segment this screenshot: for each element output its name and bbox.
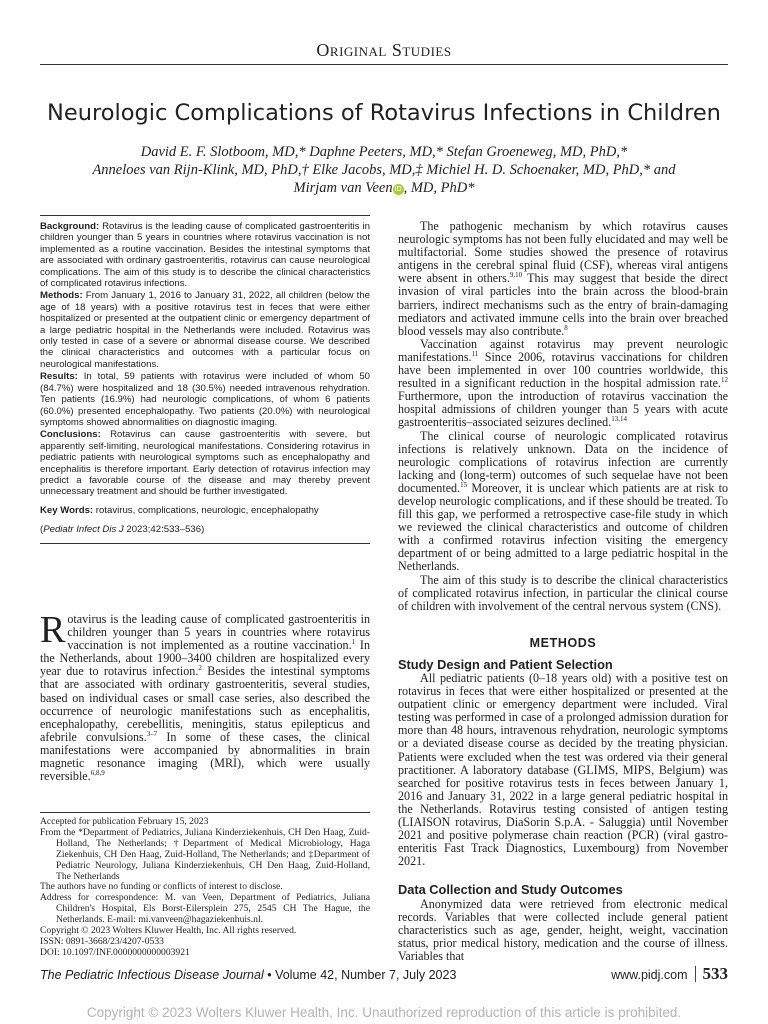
keywords-label: Key Words: xyxy=(40,504,94,516)
abstract-methods xyxy=(40,290,370,370)
citation-ref[interactable]: 3–7 xyxy=(146,729,158,738)
citation-journal: Pediatr Infect Dis J xyxy=(43,524,124,536)
footer-journal-info xyxy=(40,968,456,982)
citation-details: 2023;42:533–536) xyxy=(123,524,205,536)
citation-ref[interactable]: 6,8,9 xyxy=(90,769,105,778)
methods-heading: METHODS xyxy=(529,636,597,650)
right-column xyxy=(398,220,728,613)
citation-ref[interactable]: 13,14 xyxy=(611,415,627,424)
citation-ref[interactable]: 9,10 xyxy=(509,271,523,280)
author-line-2: Anneloes van Rijn-Klink, MD, PhD,† Elke Jacobs, MD,‡ Michiel H. D. Schoenaker, MD, PhD,* and xyxy=(92,162,676,178)
affiliations: From the *Department of Pediatrics, Juliana Kinderziekenhuis, CH Den Haag, Zuid-Holland, The Netherlands; †Department of Medical Microbiology, Haga Ziekenhuis, CH Den Haag, Zuid-Holland, The Netherlands; and ‡Department of Pediatric Neurology, Juliana Kinderziekenhuis, CH Den Haag, Zuid-Holland, The Netherlands xyxy=(40,826,370,882)
body-text: otavirus is the leading cause of complicated gastroenteritis in children younger than 5 years in countries where rotavirus vaccination is not implemented as a routine vaccination. xyxy=(67,612,370,653)
author-degrees: , MD, PhD* xyxy=(403,180,475,196)
author-name: Mirjam van Veen xyxy=(293,180,393,196)
abstract-background xyxy=(40,221,370,289)
body-text: The pathogenic mechanism by which rotavirus causes neurologic symptoms has not been fully elucidated and may well be multifactorial. Some studies showed the presence of rotavirus antigens in the cerebral spinal fluid (CSF), whereas viral antigens were absent in others. xyxy=(398,219,728,286)
abstract xyxy=(40,215,370,544)
keywords-text: rotavirus, complications, neurologic, encephalopathy xyxy=(93,504,319,516)
paragraph-clinical-course xyxy=(398,430,728,574)
author-list xyxy=(40,143,728,197)
doi[interactable]: DOI: 10.1097/INF.0000000000003921 xyxy=(40,946,190,958)
abstract-label: Conclusions: xyxy=(40,429,101,441)
accepted-date: Accepted for publication February 15, 2023 xyxy=(40,816,209,827)
paragraph-pathogenesis xyxy=(398,220,728,338)
abstract-label: Methods: xyxy=(40,290,83,302)
footnotes xyxy=(40,812,370,959)
funding-statement: The authors have no funding or conflicts of interest to disclose. xyxy=(40,881,283,893)
body-text: Vaccination against rotavirus may prevent neurologic manifestations. xyxy=(398,336,728,364)
subheading-study-design: Study Design and Patient Selection xyxy=(398,657,613,672)
body-text: Moreover, it is unclear which patients are at risk to develop neurologic complications, and if these should be treated. To fill this gap, we performed a retrospective case-file study in which we reviewed the clinical characteristics and outcome of children with a confirmed rotavirus infection visiting the emergency department of or being admitted to a large pediatric hospital in the Netherlands. xyxy=(398,480,728,574)
body-text: This may suggest that beside the direct invasion of viral particles into the brain across the blood-brain barriers, indirect mechanisms such as the entry of brain-damaging mediators and activated immune cells into the brain over breached blood vessels may also contribute. xyxy=(398,271,728,338)
paragraph-vaccination xyxy=(398,338,728,430)
issue-info: Volume 42, Number 7, July 2023 xyxy=(275,968,457,982)
section-label: Original Studies xyxy=(316,40,452,60)
separator-bullet: • xyxy=(263,968,276,982)
author-line-3 xyxy=(40,179,728,197)
drop-cap: R xyxy=(40,609,66,651)
correspondence-address: Address for correspondence: M. van Veen, Department of Pediatrics, Juliana Children's Hospital, Els Borst-Eilersplein 275, 2545 CH The Hague, the Netherlands. E-mail: mi.vanveen@hagaziekenhuis.nl. xyxy=(40,892,370,926)
citation-ref[interactable]: 12 xyxy=(721,376,728,385)
copyright-banner: Copyright © 2023 Wolters Kluwer Health, Inc. Unauthorized reproduction of this article is prohibited. xyxy=(86,1005,682,1020)
body-text: In some of these cases, the clinical manifestations were accompanied by abnormalities in brain magnetic resonance imaging (MRI), which were usually reversible. xyxy=(40,729,370,784)
paragraph-study-design: All pediatric patients (0–18 years old) with a positive test on rotavirus in feces that were either hospitalized or presented at the outpatient clinic or emergency department were included. Viral testing was performed in case of a prolonged admission duration for more than 48 hours, intravenous rehydration, neurologic symptoms or a deviated disease course as decided by the treating physician. Patients were excluded when the test was ordered via their general practitioner. A laboratory database (GLIMS, MIPS, Belgium) was searched for positive rotavirus tests in feces between January 1, 2016 and January 31, 2022 in a large general pediatric hospital in the Netherlands. Rotavirus testing consisted of antigen testing (LIAISON rotavirus, DiaSorin S.p.A. - Saluggia) until November 2021 and positive polymerase chain reaction (PCR) (viral gastro-enteritis Fast Track Diagnostics, Luxembourg) from November 2021. xyxy=(398,671,728,869)
orcid-icon[interactable]: iD xyxy=(394,185,402,193)
page-number: 533 xyxy=(702,964,728,983)
body-text: In the Netherlands, about 1900–3400 children are hospitalized every year due to rotavirus infection. xyxy=(40,638,370,679)
citation-ref[interactable]: 15 xyxy=(460,480,468,489)
body-text: The clinical course of neurologic complicated rotavirus infections is relatively unknown. Data on the incidence of neurologic complications of rotavirus infection are currently lacking and (long-term) outcomes of such sequelae have not been documented. xyxy=(398,428,728,495)
copyright-note: Copyright © 2023 Wolters Kluwer Health, Inc. All rights reserved. xyxy=(40,925,297,937)
section-divider xyxy=(40,64,728,65)
citation-ref[interactable]: 1 xyxy=(351,638,356,647)
citation-ref[interactable]: 2 xyxy=(198,664,202,673)
footer-divider xyxy=(695,966,696,982)
footer-right xyxy=(611,964,728,984)
body-text: Furthermore, upon the introduction of rotavirus vaccination the hospital admissions of children younger than 5 years with acute gastroenteritis–associated seizures declined. xyxy=(398,389,728,430)
citation: (Pediatr Infect Dis J 2023;42:533–536) xyxy=(40,524,205,536)
abstract-text: Rotavirus can cause gastroenteritis with severe, but apparently self-limiting, neurological manifestations. Considering rotavirus in pediatric patients with neurological symptoms such as encephalopathy and encephalitis is therefore important. Early detection of rotavirus infection may predict a favorable course of the disease and may thereby prevent unnecessary treatment and should be further investigated. xyxy=(40,429,370,498)
journal-website-link[interactable]: www.pidj.com xyxy=(611,968,688,982)
abstract-text: From January 1, 2016 to January 31, 2022, all children (below the age of 18 years) with a positive rotavirus test in feces that were either hospitalized or presented at the outpatient clinic or emergency department of a large pediatric hospital in the Netherlands were included. Rotavirus was only tested in case of a severe or abnormal disease course. We described the clinical characteristics and outcomes with a particular focus on neurological manifestations. xyxy=(40,290,370,370)
citation-ref[interactable]: 11 xyxy=(471,349,479,358)
abstract-text: In total, 59 patients with rotavirus were included of whom 50 (84.7%) were hospitalized and 18 (30.5%) needed intravenous rehydration. Ten patients (16.9%) had neurologic complications, of whom 6 patients (60.0%) presented encephalopathy. Two patients (20.0%) with neurological symptoms showed abnormalities on diagnostic imaging. xyxy=(40,371,370,428)
introduction-paragraph xyxy=(40,609,370,784)
paragraph-data-collection: Anonymized data were retrieved from electronic medical records. Variables that were collected include general patient characteristics such as age, gender, height, weight, vaccination status, prior medical history, medication and the course of illness. Variables that xyxy=(398,897,728,964)
subheading-data-collection: Data Collection and Study Outcomes xyxy=(398,882,623,897)
abstract-results xyxy=(40,371,370,428)
issn: ISSN: 0891-3668/23/4207-0533 xyxy=(40,935,164,947)
keywords xyxy=(40,505,370,516)
body-text: Since 2006, rotavirus vaccinations for children have been implemented in over 100 countries worldwide, this resulted in a significant reduction in the hospital admission rate. xyxy=(398,349,728,391)
author-line-1: David E. F. Slotboom, MD,* Daphne Peeters, MD,* Stefan Groeneweg, MD, PhD,* xyxy=(140,144,628,160)
citation-ref[interactable]: 8 xyxy=(564,323,568,332)
journal-name: The Pediatric Infectious Disease Journal xyxy=(40,968,264,982)
abstract-conclusions xyxy=(40,429,370,497)
article-title: Neurologic Complications of Rotavirus Infections in Children xyxy=(47,100,721,126)
abstract-text: Rotavirus is the leading cause of complicated gastroenteritis in children younger than 5 years in countries where rotavirus vaccination is not implemented as a routine vaccination. Besides the intestinal symptoms that are associated with ordinary gastroenteritis, rotavirus can cause neurological complications. The aim of this study is to describe the clinical characteristics of complicated rotavirus infections. xyxy=(40,221,370,290)
abstract-label: Results: xyxy=(40,371,78,383)
paragraph-aim: The aim of this study is to describe the clinical characteristics of complicated rotavirus infection, in particular the clinical course of children with involvement of the central nervous system (CNS). xyxy=(398,572,728,613)
abstract-label: Background: xyxy=(40,221,100,232)
body-text: Besides the intestinal symptoms that are associated with ordinary gastroenteritis, several studies, based on individual cases or small case series, also described the occurrence of neurologic manifestations such as encephalitis, encephalopathy, cerebellitis, meningitis, status epilepticus and afebrile convulsions. xyxy=(40,664,370,744)
